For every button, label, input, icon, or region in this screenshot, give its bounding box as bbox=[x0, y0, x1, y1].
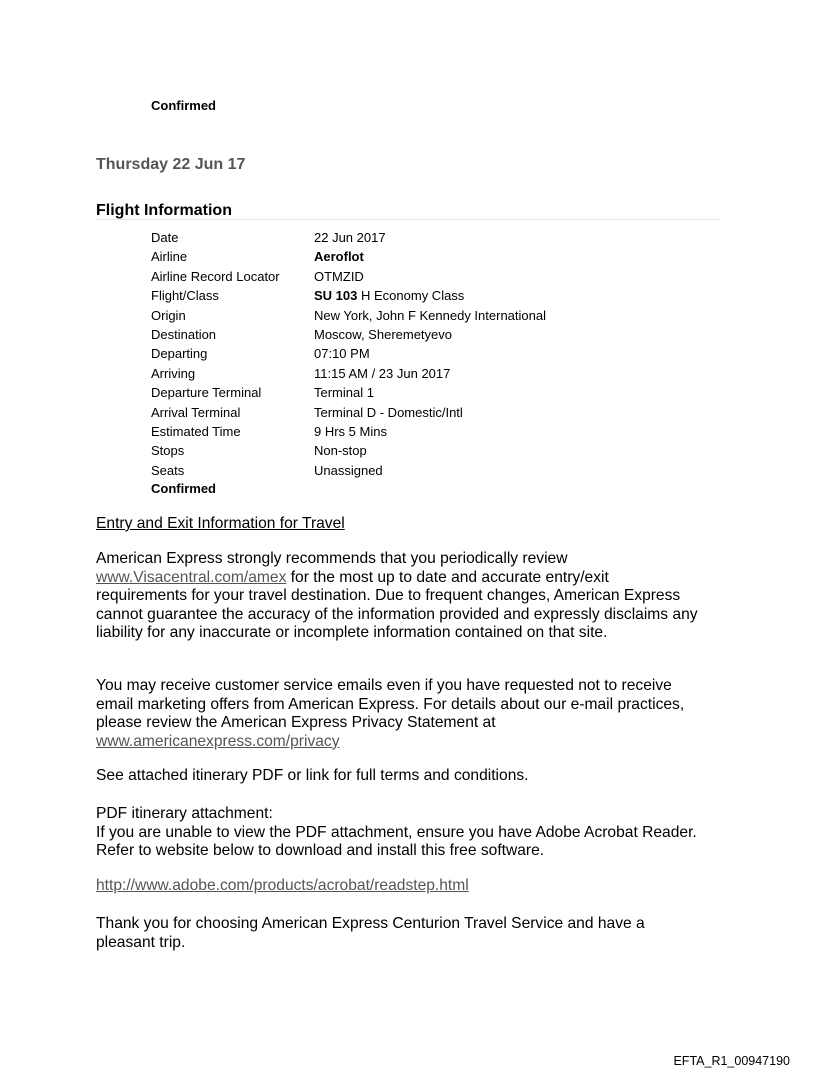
entry-exit-heading: Entry and Exit Information for Travel bbox=[96, 515, 345, 532]
row-label: Date bbox=[151, 230, 179, 245]
row-label: Origin bbox=[151, 307, 186, 323]
row-value: Terminal D - Domestic/Intl bbox=[314, 404, 463, 420]
paragraph-line bbox=[96, 733, 684, 752]
table-row bbox=[148, 247, 546, 266]
thanks-paragraph bbox=[96, 915, 645, 952]
paragraph-text: for the most up to date and accurate entry/exit bbox=[286, 568, 609, 586]
day-heading: Thursday 22 Jun 17 bbox=[96, 156, 246, 173]
table-row bbox=[148, 383, 546, 402]
row-value: Unassigned bbox=[314, 462, 383, 478]
entry-exit-paragraph bbox=[96, 550, 698, 643]
paragraph-line: You may receive customer service emails even if you have requested not to receive bbox=[96, 677, 672, 694]
status-confirmed-bottom: Confirmed bbox=[151, 481, 216, 496]
class-text: H Economy Class bbox=[361, 288, 465, 304]
paragraph-line: liability for any inaccurate or incomplete information contained on that site. bbox=[96, 624, 608, 642]
privacy-paragraph bbox=[96, 677, 684, 751]
status-confirmed-top: Confirmed bbox=[151, 98, 216, 113]
flight-info-table bbox=[148, 228, 546, 480]
table-row bbox=[148, 461, 546, 480]
row-value: Terminal 1 bbox=[314, 385, 374, 401]
privacy-link[interactable]: www.americanexpress.com/privacy bbox=[96, 732, 340, 750]
row-label: Arriving bbox=[151, 365, 196, 381]
table-row bbox=[148, 306, 546, 325]
row-label: Flight/Class bbox=[151, 288, 219, 304]
table-row bbox=[148, 422, 546, 441]
paragraph-line: PDF itinerary attachment: bbox=[96, 805, 273, 822]
paragraph-line: American Express strongly recommends that you periodically review bbox=[96, 550, 568, 567]
paragraph-line: If you are unable to view the PDF attachment, ensure you have Adobe Acrobat Reader. bbox=[96, 823, 697, 841]
adobe-link[interactable]: http://www.adobe.com/products/acrobat/readstep.html bbox=[96, 877, 469, 894]
row-label: Airline Record Locator bbox=[151, 268, 280, 284]
row-value: Moscow, Sheremetyevo bbox=[314, 327, 453, 343]
table-row bbox=[148, 228, 546, 247]
adobe-link-line bbox=[96, 877, 469, 896]
document-id: EFTA_R1_00947190 bbox=[673, 1054, 790, 1068]
table-row bbox=[148, 286, 546, 305]
row-value: New York, John F Kennedy International bbox=[314, 307, 546, 323]
flight-class-value bbox=[314, 286, 546, 305]
row-label: Seats bbox=[151, 462, 185, 478]
terms-text: See attached itinerary PDF or link for full terms and conditions. bbox=[96, 767, 529, 784]
row-label: Arrival Terminal bbox=[151, 404, 241, 420]
row-label: Airline bbox=[151, 249, 188, 265]
table-row bbox=[148, 364, 546, 383]
table-row bbox=[148, 267, 546, 286]
paragraph-line: requirements for your travel destination. Due to frequent changes, American Express bbox=[96, 587, 681, 605]
paragraph-line: Thank you for choosing American Express Centurion Travel Service and have a bbox=[96, 915, 645, 932]
row-value: 9 Hrs 5 Mins bbox=[314, 424, 387, 440]
pdf-paragraph bbox=[96, 805, 697, 861]
row-value: 22 Jun 2017 bbox=[314, 230, 386, 245]
row-label: Departure Terminal bbox=[151, 385, 262, 401]
paragraph-line: Refer to website below to download and install this free software. bbox=[96, 842, 545, 860]
row-value: Non-stop bbox=[314, 443, 367, 459]
row-label: Estimated Time bbox=[151, 424, 241, 440]
table-row bbox=[148, 403, 546, 422]
paragraph-line: pleasant trip. bbox=[96, 933, 186, 951]
flight-number: SU 103 bbox=[314, 288, 358, 304]
row-label: Destination bbox=[151, 327, 217, 343]
row-value: OTMZID bbox=[314, 268, 364, 284]
paragraph-line: please review the American Express Privacy Statement at bbox=[96, 714, 496, 732]
row-value: 11:15 AM / 23 Jun 2017 bbox=[314, 365, 451, 381]
visacentral-link[interactable]: www.Visacentral.com/amex bbox=[96, 568, 287, 586]
table-row bbox=[148, 325, 546, 344]
airline-value: Aeroflot bbox=[314, 249, 364, 265]
row-value: 07:10 PM bbox=[314, 346, 370, 362]
row-label: Stops bbox=[151, 443, 185, 459]
row-label: Departing bbox=[151, 346, 208, 362]
paragraph-line: email marketing offers from American Express. For details about our e-mail practices, bbox=[96, 695, 685, 713]
flight-info-title: Flight Information bbox=[96, 202, 232, 219]
paragraph-line: cannot guarantee the accuracy of the information provided and expressly disclaims any bbox=[96, 605, 698, 623]
table-row bbox=[148, 441, 546, 460]
section-divider bbox=[96, 219, 720, 220]
paragraph-line bbox=[96, 569, 698, 588]
table-row bbox=[148, 344, 546, 363]
